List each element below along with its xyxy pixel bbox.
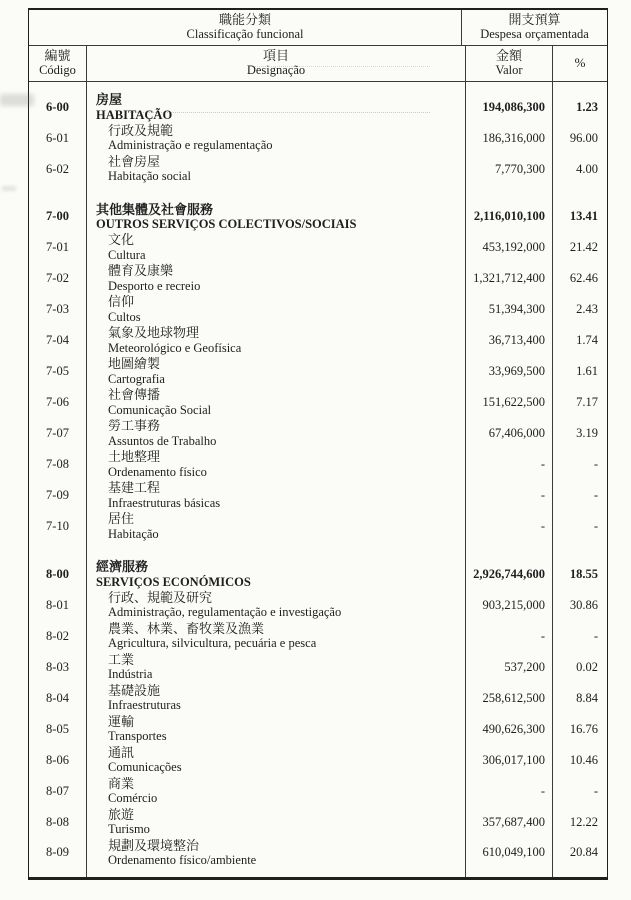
row-percent: 62.46	[569, 271, 598, 285]
row-title-pt: HABITAÇÃO	[96, 107, 173, 122]
row-code: 7-01	[29, 232, 87, 263]
row-designation	[87, 480, 466, 511]
row-percent: 20.84	[569, 845, 598, 860]
row-amount: 903,215,000	[466, 590, 553, 621]
table-row	[29, 123, 607, 154]
table-row	[29, 325, 607, 356]
header-budgeted-expense	[462, 10, 607, 45]
row-designation	[87, 511, 466, 542]
row-amount: 151,622,500	[466, 387, 553, 418]
row-title-pt: Cultura	[108, 247, 146, 262]
row-percent: 21.42	[569, 240, 598, 254]
table-row	[29, 590, 607, 621]
row-percent: 16.76	[569, 721, 598, 736]
row-amount: 67,406,000	[466, 418, 553, 449]
column-header-amount	[466, 46, 553, 81]
table-body	[29, 82, 607, 877]
column-header-amount-pt: Valor	[495, 63, 523, 77]
row-designation	[87, 542, 466, 590]
table-row	[29, 154, 607, 185]
row-designation	[87, 838, 466, 878]
row-code: 7-10	[29, 511, 87, 542]
table-row	[29, 621, 607, 652]
row-title-zh: 房屋	[96, 92, 123, 107]
table-row	[29, 82, 607, 123]
row-title-pt: Cultos	[108, 309, 141, 324]
row-percent: 12.22	[569, 814, 598, 829]
table-row	[29, 838, 607, 878]
row-percent: 13.41	[569, 209, 598, 224]
row-amount: 357,687,400	[466, 807, 553, 838]
row-code: 8-00	[29, 542, 87, 590]
row-code: 6-01	[29, 123, 87, 154]
row-code: 8-06	[29, 745, 87, 776]
row-code: 8-08	[29, 807, 87, 838]
row-percent: 0.02	[576, 659, 598, 674]
row-percent: -	[593, 519, 598, 533]
row-amount: 194,086,300	[466, 82, 553, 123]
row-amount: 306,017,100	[466, 745, 553, 776]
row-designation	[87, 387, 466, 418]
row-amount: 51,394,300	[466, 294, 553, 325]
row-percent: -	[593, 628, 598, 643]
row-title-zh: 其他集體及社會服務	[96, 201, 214, 217]
column-header-code-zh: 編號	[44, 48, 71, 63]
row-designation	[87, 325, 466, 356]
row-amount: 453,192,000	[466, 232, 553, 263]
row-title-pt: Habitação	[108, 526, 159, 541]
row-title-zh: 文化	[108, 232, 135, 248]
table-row	[29, 807, 607, 838]
row-amount: 537,200	[466, 652, 553, 683]
row-amount: 2,926,744,600	[466, 542, 553, 590]
row-percent: 3.19	[576, 426, 598, 440]
row-designation	[87, 418, 466, 449]
row-designation	[87, 232, 466, 263]
row-amount: 186,316,000	[466, 123, 553, 154]
row-amount: -	[466, 449, 553, 480]
row-designation	[87, 745, 466, 776]
row-title-zh: 土地整理	[108, 449, 161, 465]
table-column-headers	[29, 46, 607, 82]
row-amount: -	[466, 621, 553, 652]
row-title-pt: Infraestruturas básicas	[108, 495, 221, 510]
row-title-zh: 居住	[108, 511, 135, 527]
row-code: 7-06	[29, 387, 87, 418]
table-row	[29, 387, 607, 418]
row-code: 7-07	[29, 418, 87, 449]
table-row	[29, 511, 607, 542]
row-percent: 8.84	[576, 690, 598, 705]
row-designation	[87, 590, 466, 621]
row-title-zh: 旅遊	[108, 806, 135, 822]
row-title-zh: 農業、林業、畜牧業及漁業	[108, 620, 265, 636]
row-amount: -	[466, 776, 553, 807]
row-amount: 1,321,712,400	[466, 263, 553, 294]
row-amount: -	[466, 480, 553, 511]
column-header-code-pt: Código	[39, 63, 76, 77]
row-designation	[87, 123, 466, 154]
column-header-amount-zh: 金額	[495, 48, 522, 63]
row-percent: -	[593, 457, 598, 471]
row-code: 7-02	[29, 263, 87, 294]
table-row	[29, 232, 607, 263]
table-row	[29, 714, 607, 745]
table-row	[29, 480, 607, 511]
row-code: 6-00	[29, 82, 87, 123]
row-title-pt: Transportes	[108, 729, 167, 744]
row-title-zh: 社會房屋	[108, 153, 161, 169]
table-row	[29, 185, 607, 233]
header-functional-classification-zh: 職能分類	[218, 12, 271, 27]
table-row	[29, 356, 607, 387]
header-budgeted-expense-zh: 開支預算	[508, 12, 561, 27]
row-code: 7-03	[29, 294, 87, 325]
row-title-zh: 基礎設施	[108, 682, 161, 698]
row-title-pt: Comunicação Social	[108, 402, 212, 417]
table-row	[29, 449, 607, 480]
row-title-pt: Turismo	[108, 822, 150, 837]
row-designation	[87, 621, 466, 652]
row-designation	[87, 263, 466, 294]
row-code: 7-08	[29, 449, 87, 480]
row-amount: 490,626,300	[466, 714, 553, 745]
row-title-pt: Administração, regulamentação e investigação	[108, 605, 342, 620]
row-designation	[87, 294, 466, 325]
row-title-pt: Meteorológico e Geofísica	[108, 340, 242, 355]
row-title-pt: Ordenamento físico/ambiente	[108, 853, 257, 867]
row-code: 8-01	[29, 590, 87, 621]
row-amount: 36,713,400	[466, 325, 553, 356]
row-amount: 33,969,500	[466, 356, 553, 387]
row-code: 6-02	[29, 154, 87, 185]
row-percent: 96.00	[569, 130, 598, 145]
row-title-zh: 通訊	[108, 744, 135, 760]
column-header-designation-pt: Designação	[246, 63, 306, 77]
row-title-pt: Comércio	[108, 791, 158, 806]
row-percent: 1.23	[576, 99, 598, 114]
row-title-zh: 行政、規範及研究	[108, 589, 213, 605]
row-code: 8-07	[29, 776, 87, 807]
row-title-zh: 地圖繪製	[108, 356, 161, 372]
row-title-pt: Ordenamento físico	[108, 464, 207, 479]
row-title-zh: 社會傳播	[108, 387, 161, 403]
row-title-pt: Administração e regulamentação	[108, 138, 273, 153]
row-title-pt: Desporto e recreio	[108, 278, 201, 293]
table-row	[29, 294, 607, 325]
row-code: 7-09	[29, 480, 87, 511]
column-header-designation-zh: 項目	[262, 48, 289, 63]
row-title-pt: Indústria	[108, 667, 153, 682]
row-code: 7-05	[29, 356, 87, 387]
row-percent: 30.86	[569, 597, 598, 612]
row-title-zh: 勞工事務	[108, 418, 161, 434]
table-row	[29, 683, 607, 714]
row-code: 7-00	[29, 185, 87, 233]
row-amount: 258,612,500	[466, 683, 553, 714]
header-budgeted-expense-pt: Despesa orçamentada	[480, 27, 589, 41]
table-row	[29, 776, 607, 807]
row-title-pt: Habitação social	[108, 169, 191, 184]
row-percent: 1.61	[576, 364, 598, 378]
row-amount: 610,049,100	[466, 838, 553, 878]
row-designation	[87, 185, 466, 233]
table-row	[29, 652, 607, 683]
budget-table	[28, 8, 608, 880]
column-header-designation	[87, 46, 466, 81]
row-title-zh: 商業	[108, 775, 135, 791]
row-percent: 2.43	[576, 302, 598, 316]
row-percent: 10.46	[569, 752, 598, 767]
row-amount: 7,770,300	[466, 154, 553, 185]
row-percent: 7.17	[576, 395, 598, 409]
row-title-zh: 工業	[108, 651, 135, 667]
table-header-group	[29, 10, 607, 46]
row-title-pt: Assuntos de Trabalho	[108, 433, 217, 448]
row-title-zh: 經濟服務	[96, 559, 149, 574]
row-percent: -	[593, 488, 598, 502]
row-title-zh: 氣象及地球物理	[108, 325, 200, 341]
row-title-pt: SERVIÇOS ECONÓMICOS	[96, 574, 251, 589]
row-percent: 1.74	[576, 333, 598, 347]
row-title-pt: Comunicações	[108, 760, 182, 775]
row-designation	[87, 154, 466, 185]
header-functional-classification-pt: Classificação funcional	[186, 27, 304, 41]
row-title-zh: 基建工程	[108, 480, 161, 496]
row-percent: -	[593, 783, 598, 798]
row-designation	[87, 82, 466, 123]
row-title-zh: 運輸	[108, 713, 135, 729]
row-title-zh: 行政及規範	[108, 122, 174, 138]
row-title-pt: Cartografia	[108, 371, 165, 386]
row-code: 8-04	[29, 683, 87, 714]
header-functional-classification	[29, 10, 462, 45]
row-title-zh: 體育及康樂	[108, 263, 174, 279]
row-code: 7-04	[29, 325, 87, 356]
row-percent: 18.55	[569, 566, 598, 581]
row-amount: -	[466, 511, 553, 542]
column-header-percent: %	[574, 55, 586, 70]
table-row	[29, 745, 607, 776]
table-row	[29, 542, 607, 590]
row-designation	[87, 807, 466, 838]
row-designation	[87, 683, 466, 714]
row-title-pt: OUTROS SERVIÇOS COLECTIVOS/SOCIAIS	[96, 217, 357, 231]
row-title-pt: Infraestruturas	[108, 698, 181, 713]
row-code: 8-09	[29, 838, 87, 878]
row-designation	[87, 356, 466, 387]
row-designation	[87, 652, 466, 683]
row-designation	[87, 449, 466, 480]
table-row	[29, 263, 607, 294]
row-title-pt: Agricultura, silvicultura, pecuária e pesca	[108, 636, 317, 651]
row-title-zh: 規劃及環境整治	[108, 837, 200, 853]
row-code: 8-02	[29, 621, 87, 652]
table-row	[29, 418, 607, 449]
row-percent: 4.00	[576, 161, 598, 176]
row-code: 8-03	[29, 652, 87, 683]
row-code: 8-05	[29, 714, 87, 745]
column-header-code	[29, 46, 87, 81]
row-title-zh: 信仰	[108, 294, 135, 310]
row-designation	[87, 714, 466, 745]
row-designation	[87, 776, 466, 807]
row-amount: 2,116,010,100	[466, 185, 553, 233]
scan-artifact-smudge	[2, 186, 16, 191]
